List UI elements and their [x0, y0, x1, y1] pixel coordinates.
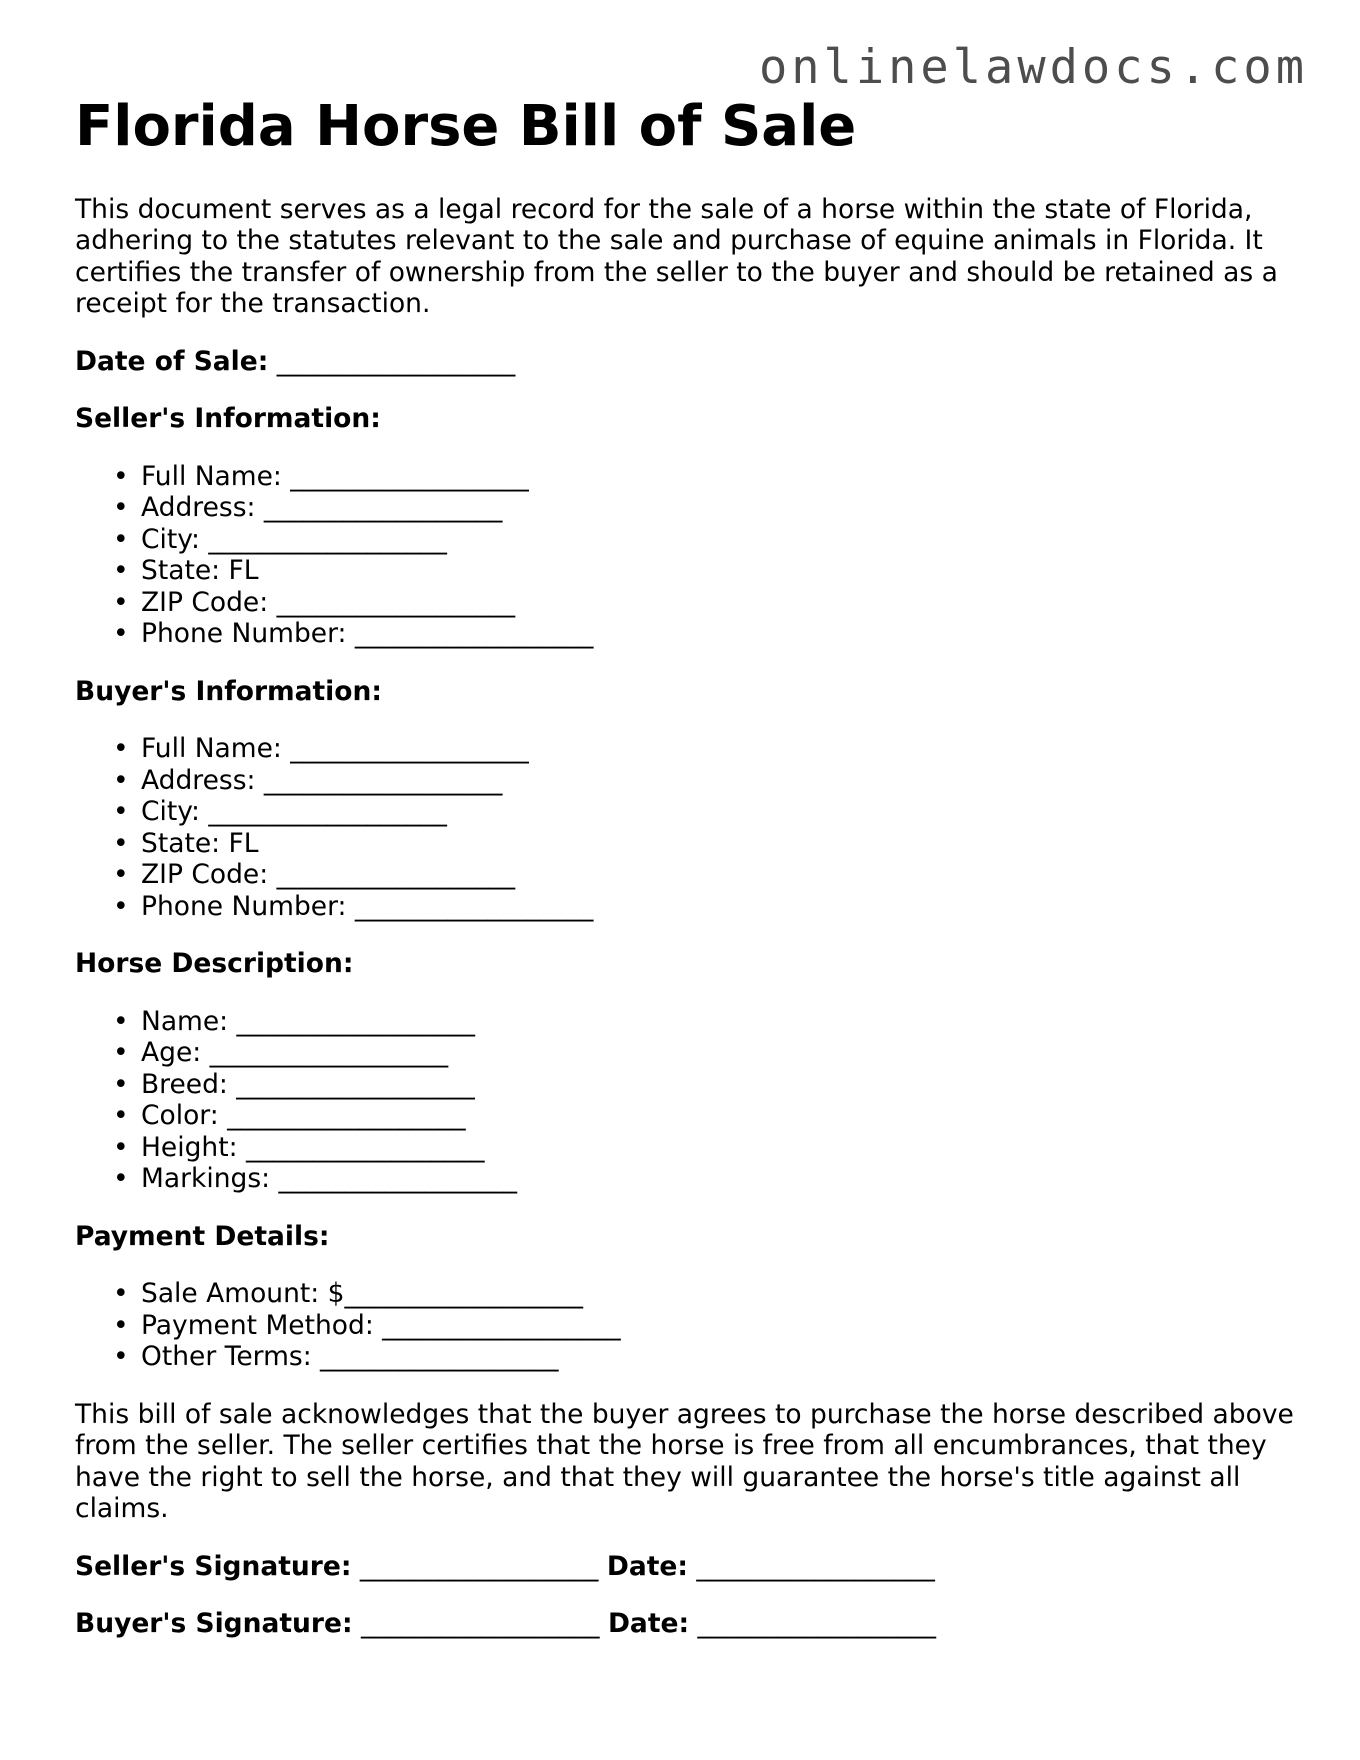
horse-markings-field[interactable]: • Markings: __________________ — [75, 1163, 1295, 1195]
date-of-sale-line — [75, 346, 1295, 378]
date-of-sale-label: Date of Sale: — [75, 345, 269, 377]
seller-full-name-field[interactable]: • Full Name: __________________ — [75, 461, 1295, 493]
document-title: Florida Horse Bill of Sale — [75, 94, 857, 159]
buyer-full-name-field[interactable]: • Full Name: __________________ — [75, 733, 1295, 765]
buyer-signature-row — [75, 1608, 1295, 1640]
seller-zip-field[interactable]: • ZIP Code: __________________ — [75, 587, 1295, 619]
other-terms-field[interactable]: • Other Terms: __________________ — [75, 1341, 1295, 1373]
seller-section-heading: Seller's Information: — [75, 403, 381, 435]
document-body — [75, 96, 1295, 1666]
buyer-signature-label: Buyer's Signature: — [75, 1608, 353, 1640]
seller-phone-field[interactable]: • Phone Number: __________________ — [75, 618, 1295, 650]
seller-city-field[interactable]: • City: __________________ — [75, 524, 1295, 556]
buyer-phone-field[interactable]: • Phone Number: __________________ — [75, 891, 1295, 923]
watermark: onlinelawdocs.com — [758, 40, 1308, 95]
payment-section-heading: Payment Details: — [75, 1220, 330, 1252]
buyer-section-heading: Buyer's Information: — [75, 675, 382, 707]
buyer-zip-field[interactable]: • ZIP Code: __________________ — [75, 859, 1295, 891]
horse-age-field[interactable]: • Age: __________________ — [75, 1037, 1295, 1069]
horse-section-heading: Horse Description: — [75, 948, 354, 980]
seller-state-field: • State: FL — [75, 555, 1295, 587]
buyer-city-field[interactable]: • City: __________________ — [75, 796, 1295, 828]
seller-date-field[interactable]: __________________ — [696, 1550, 935, 1582]
horse-color-field[interactable]: • Color: __________________ — [75, 1100, 1295, 1132]
seller-signature-label: Seller's Signature: — [75, 1550, 352, 1582]
intro-paragraph: This document serves as a legal record for the sale of a horse within the state of Florida, adhering to the statutes relevant to the sale and purchase of equine animals in Florida. It certifies the transfer of ownership from the seller to the buyer and should be retained as a receipt for the transaction. — [75, 193, 1278, 320]
date-of-sale-field[interactable]: __________________ — [276, 345, 516, 377]
seller-signature-row — [75, 1551, 1295, 1583]
horse-height-field[interactable]: • Height: __________________ — [75, 1132, 1295, 1164]
seller-info-list — [75, 461, 1295, 650]
seller-date-label: Date: — [606, 1550, 688, 1582]
payment-details-list — [75, 1278, 1295, 1373]
buyer-address-field[interactable]: • Address: __________________ — [75, 765, 1295, 797]
buyer-date-field[interactable]: __________________ — [697, 1608, 936, 1640]
seller-signature-field[interactable]: __________________ — [359, 1550, 599, 1582]
buyer-state-field: • State: FL — [75, 828, 1295, 860]
horse-description-list — [75, 1006, 1295, 1195]
horse-breed-field[interactable]: • Breed: __________________ — [75, 1069, 1295, 1101]
payment-method-field[interactable]: • Payment Method: __________________ — [75, 1310, 1295, 1342]
closing-paragraph: This bill of sale acknowledges that the buyer agrees to purchase the horse described above from the seller. The seller certifies that the horse is free from all encumbrances, that they have the right to sell the horse, and that they will guarantee the horse's title against all claims. — [75, 1398, 1294, 1525]
buyer-signature-field[interactable]: __________________ — [361, 1608, 600, 1640]
buyer-info-list — [75, 733, 1295, 922]
seller-address-field[interactable]: • Address: __________________ — [75, 492, 1295, 524]
horse-name-field[interactable]: • Name: __________________ — [75, 1006, 1295, 1038]
buyer-date-label: Date: — [607, 1608, 690, 1640]
sale-amount-field[interactable]: • Sale Amount: $__________________ — [75, 1278, 1295, 1310]
